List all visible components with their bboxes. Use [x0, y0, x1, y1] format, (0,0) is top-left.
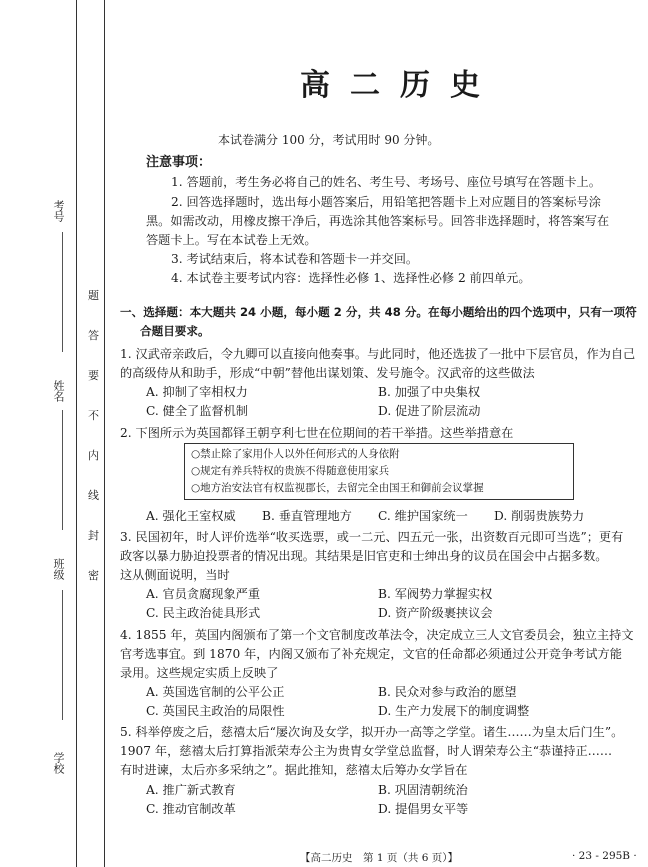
- question-5-stem: 有时进谏，太后亦多采纳之”。据此推知，慈禧太后筹办女学旨在: [120, 763, 468, 777]
- class-label: 班级: [52, 558, 65, 580]
- question-4-option[interactable]: A. 英国选官制的公平公正: [146, 685, 285, 699]
- question-1-option[interactable]: B. 加强了中央集权: [378, 385, 481, 399]
- class-underline: [62, 590, 63, 720]
- question-5-option[interactable]: C. 推动官制改革: [146, 802, 236, 816]
- question-1-stem: 1. 汉武帝亲政后，令九卿可以直接向他奏事。与此同时，他还选拔了一批中下层官员，作为自己: [120, 347, 636, 361]
- notes-line: 3. 考试结束后，将本试卷和答题卡一并交回。: [171, 252, 419, 266]
- question-4-stem: 4. 1855 年，英国内阁颁布了第一个文官制度改革法令，决定成立三人文官委员会，独立主持文: [120, 628, 634, 642]
- section-heading: 合题目要求。: [140, 324, 210, 338]
- figure-item: ○规定有养兵特权的贵族不得随意使用家兵: [191, 465, 390, 477]
- exam-no-label: 考号: [52, 200, 65, 222]
- question-3-option[interactable]: C. 民主政治徒具形式: [146, 606, 261, 620]
- seal-char: 内: [88, 449, 99, 462]
- seal-char: 要: [88, 369, 99, 382]
- seal-char: 线: [88, 489, 99, 502]
- notes-heading: 注意事项：: [146, 155, 212, 170]
- question-4-stem: 录用。这些规定实质上反映了: [120, 666, 279, 680]
- notes-line: 黑。如需改动，用橡皮擦干净后，再选涂其他答案标号。回答非选择题时，将答案写在: [146, 214, 610, 228]
- question-2-option[interactable]: D. 削弱贵族势力: [494, 509, 585, 523]
- section-heading: 一、选择题：本大题共 24 小题，每小题 2 分，共 48 分。在每小题给出的四个选项中，只有一项符: [120, 305, 637, 319]
- seal-char: 密: [88, 569, 99, 582]
- question-5-option[interactable]: B. 巩固清朝统治: [378, 783, 468, 797]
- question-4-option[interactable]: D. 生产力发展下的制度调整: [378, 704, 530, 718]
- name-underline: [62, 410, 63, 530]
- question-1-option[interactable]: A. 抑制了宰相权力: [146, 385, 248, 399]
- question-2-option[interactable]: B. 垂直管理地方: [262, 509, 352, 523]
- seal-char: 不: [88, 409, 99, 422]
- question-5-option[interactable]: A. 推广新式教育: [146, 783, 236, 797]
- page-title: 高二历史: [300, 68, 500, 103]
- question-5-option[interactable]: D. 提倡男女平等: [378, 802, 469, 816]
- school-label: 学校: [52, 752, 65, 774]
- name-label: 姓名: [52, 380, 65, 402]
- notes-line: 2. 回答选择题时，选出每小题答案后，用铅笔把答题卡上对应题目的答案标号涂: [171, 195, 601, 209]
- page-footer: 【高二历史 第 1 页（共 6 页）】: [300, 852, 458, 864]
- figure-item: ○地方治安法官有权监视郡长，去留完全由国王和御前会议掌握: [191, 482, 484, 494]
- question-2-figure: [184, 443, 574, 500]
- notes-line: 4. 本试卷主要考试内容：选择性必修 1、选择性必修 2 前四单元。: [171, 271, 531, 285]
- question-3-stem: 3. 民国初年，时人评价选举“收买选票，或一二元、四五元一张，出资数百元即可当选”；更有: [120, 530, 624, 544]
- question-4-option[interactable]: C. 英国民主政治的局限性: [146, 704, 285, 718]
- question-2-stem: 2. 下图所示为英国都铎王朝亨利七世在位期间的若干举措。这些举措意在: [120, 426, 514, 440]
- seal-char: 答: [88, 329, 99, 342]
- question-5-stem: 5. 科举停废之后，慈禧太后“屡次询及女学，拟开办一高等之学堂。诸生……为皇太后门生”。: [120, 725, 624, 739]
- notes-line: 答题卡上。写在本试卷上无效。: [146, 233, 317, 247]
- exam-info: 本试卷满分 100 分，考试用时 90 分钟。: [218, 133, 440, 147]
- question-3-option[interactable]: B. 军阀势力掌握实权: [378, 587, 493, 601]
- question-1-stem: 的高级侍从和助手，形成“中朝”替他出谋划策、发号施令。汉武帝的这些做法: [120, 366, 535, 380]
- binding-line-inner: [104, 0, 105, 867]
- binding-line-outer: [76, 0, 77, 867]
- question-1-option[interactable]: D. 促进了阶层流动: [378, 404, 481, 418]
- question-5-stem: 1907 年，慈禧太后打算指派荣寿公主为贵胄女学堂总监督，时人谓荣寿公主“恭谨持正……: [120, 744, 613, 758]
- question-3-stem: 这从侧面说明，当时: [120, 568, 230, 582]
- question-4-option[interactable]: B. 民众对参与政治的愿望: [378, 685, 517, 699]
- question-3-stem: 政客以暴力胁迫投票者的情况出现。其结果是旧官吏和士绅出身的议员在国会中占据多数。: [120, 549, 608, 563]
- notes-line: 1. 答题前，考生务必将自己的姓名、考生号、考场号、座位号填写在答题卡上。: [171, 175, 601, 189]
- seal-char: 封: [88, 529, 99, 542]
- figure-item: ○禁止除了家用仆人以外任何形式的人身依附: [191, 448, 400, 460]
- question-2-option[interactable]: C. 维护国家统一: [378, 509, 468, 523]
- question-4-stem: 官考选事宜。到 1870 年，内阁又颁布了补充规定，文官的任命都必须通过公开竞争考试方能: [120, 647, 622, 661]
- question-3-option[interactable]: A. 官员贪腐现象严重: [146, 587, 261, 601]
- question-2-option[interactable]: A. 强化王室权威: [146, 509, 236, 523]
- seal-char: 题: [88, 289, 99, 302]
- question-1-option[interactable]: C. 健全了监督机制: [146, 404, 248, 418]
- document-code: · 23 - 295B ·: [572, 850, 637, 862]
- exam-no-underline: [62, 232, 63, 352]
- question-3-option[interactable]: D. 资产阶级裹挟议会: [378, 606, 493, 620]
